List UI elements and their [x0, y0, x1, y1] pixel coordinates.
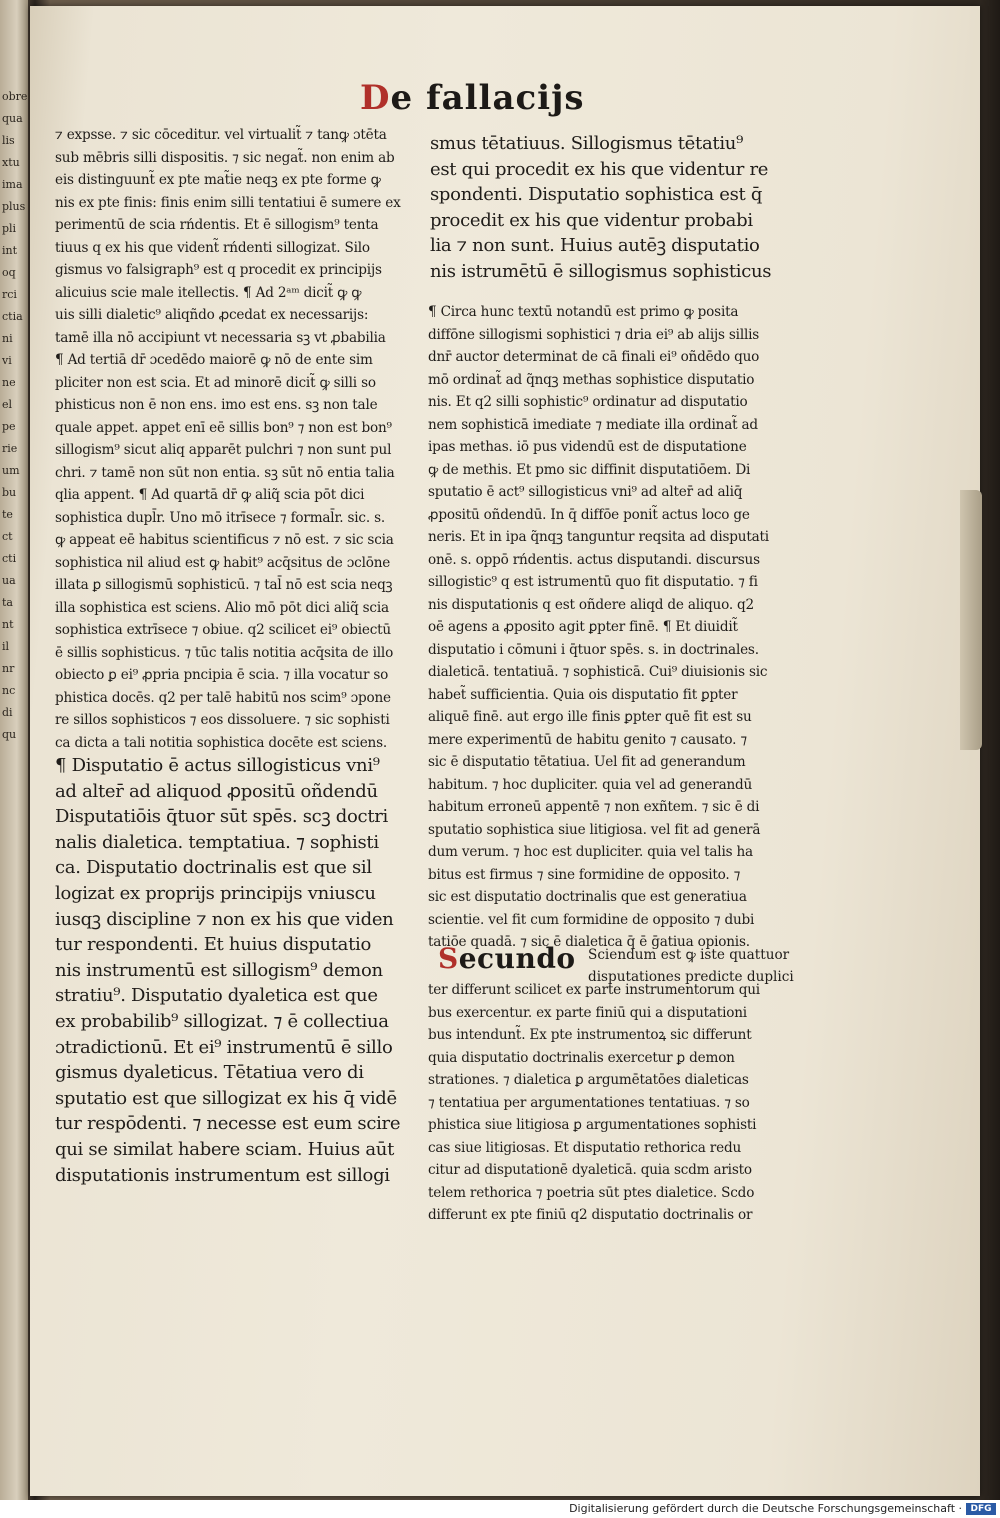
text-line: obiecto ꝑ ei⁹ ꝓpria pncipia ē scia. ⁊ illa vocatur so — [55, 667, 389, 683]
facing-page-fragment: um — [2, 464, 20, 477]
text-line: nis istrumētū ē sillogismus sophisticus — [430, 260, 772, 282]
running-head-initial: D — [360, 78, 391, 118]
text-line: ca dicta a tali notitia sophistica docēte est sciens. — [55, 734, 387, 751]
left-textus-column — [55, 753, 440, 1188]
text-line: perimentū de scia rńdentis. Et ē sillogism⁹ tenta — [55, 217, 379, 233]
page-clip-edge — [960, 490, 982, 750]
facing-page-fragment: ne — [2, 376, 16, 389]
text-line: disputatio i cōmuni i q̄tuor spēs. s. in doctrinales. — [428, 641, 759, 658]
secundo-line: disputationes predicte duplici — [588, 969, 794, 985]
facing-page-fragment: qu — [2, 728, 17, 741]
text-line: smus tētatiuus. Sillogismus tētatiu⁹ — [430, 133, 743, 154]
text-line: sputatio sophistica siue litigiosa. vel fit ad generā — [428, 821, 761, 838]
text-line: bus exercentur. ex parte finiū qui a disputationi — [428, 1004, 747, 1021]
right-textus-column — [430, 131, 850, 285]
text-line: disputationis instrumentum est sillogi — [55, 1164, 390, 1186]
text-line: mō ordinat̃ ad q̃nqꝫ methas sophistice disputatio — [428, 371, 755, 388]
text-line: telem rethorica ⁊ poetria sūt ptes dialetice. Scdo — [428, 1184, 755, 1201]
facing-page-fragment: xtu — [2, 156, 20, 169]
text-line: cas siue litigiosas. Et disputatio rethorica redu — [428, 1139, 741, 1156]
dfg-logo-icon: DFG — [966, 1503, 996, 1515]
text-line: sophistica extrīsece ⁊ obiue. q2 scilicet ei⁹ obiectū — [55, 622, 391, 638]
text-line: sillogism⁹ sicut aliq apparēt pulchri ⁊ non sunt pul — [55, 442, 392, 458]
facing-page-fragment: ctia — [2, 310, 23, 323]
text-line: mere experimentū de habitu genito ⁊ causato. ⁊ — [428, 731, 747, 748]
facing-page-fragment: rci — [2, 288, 17, 301]
text-line: ꝙ de methis. Et pmo sic diffinit disputatiōem. Di — [428, 461, 751, 478]
facing-page-fragment: pe — [2, 420, 16, 433]
secundo-section-start — [428, 924, 858, 984]
text-line: ⁊ tentatiua per argumentationes tentatiuas. ⁊ so — [428, 1094, 750, 1111]
facing-page-fragment: vi — [2, 354, 12, 367]
text-line: phisticus non ē non ens. imo est ens. sꝫ non tale — [55, 397, 378, 413]
text-line: differunt ex pte finiū q2 disputatio doctrinalis or — [428, 1207, 753, 1223]
facing-page-fragment: plus — [2, 200, 26, 213]
text-line: sophistica dupl̄r. Uno mō itrīsece ⁊ formal̄r. sic. s. — [55, 509, 385, 526]
text-line: stratiu⁹. Disputatio dyaletica est que — [55, 985, 378, 1007]
facing-page-fragment: nr — [2, 662, 15, 675]
facing-page-fragment: ta — [2, 596, 13, 609]
text-line: re sillos sophisticos ⁊ eos dissoluere. ⁊ sic sophisti — [55, 712, 390, 728]
text-line: ꝙ appeat eē habitus scientificus ⁊ nō est. ⁊ sic scia — [55, 532, 394, 548]
text-line: sic est disputatio doctrinalis que est generatiua — [428, 889, 747, 905]
text-line: dialeticā. tentatiuā. ⁊ sophisticā. Cui⁹ diuisionis sic — [428, 664, 768, 680]
facing-page-fragment: cti — [2, 552, 17, 565]
text-line: lia ⁊ non sunt. Huius autēꝫ disputatio — [430, 235, 760, 257]
facing-page-fragment: bu — [2, 486, 17, 499]
text-line: phistica docēs. q2 per talē habitū nos scim⁹ ɔpone — [55, 689, 391, 706]
secundo-line: Sciendum est ꝙ iste quattuor — [588, 947, 790, 963]
facing-page-fragment: lis — [2, 134, 15, 147]
text-line: neris. Et in ipa q̃nqꝫ tanguntur reqsita ad disputati — [428, 529, 769, 545]
text-line: iusqꝫ discipline ⁊ non ex his que viden — [55, 908, 394, 930]
text-line: habet̃ sufficientia. Quia ois disputatio fit ꝑpter — [428, 686, 738, 703]
text-line: qlia appent. ¶ Ad quartā dr̄ ꝙ aliq̃ scia pōt dici — [55, 487, 365, 503]
text-line: ē sillis sophisticus. ⁊ tūc talis notitia acq̄sita de illo — [55, 644, 394, 661]
facing-page-fragment: di — [2, 706, 13, 719]
text-line: aliquē finē. aut ergo ille finis ꝑpter quē fit est su — [428, 709, 752, 725]
facing-page-fragment: qua — [2, 112, 23, 125]
text-line: qui se similat habere sciam. Huius aūt — [55, 1138, 395, 1160]
text-line: uis silli dialetic⁹ aliqñdo ꝓcedat ex necessarijs: — [55, 307, 369, 323]
text-line: gismus dyaleticus. Tētatiua vero di — [55, 1062, 364, 1084]
facing-page-edge — [0, 0, 28, 1500]
text-line: ꝓpositū oñdendū. In q̄ diffōe ponit̃ actus loco ge — [428, 506, 750, 523]
running-head — [360, 78, 585, 118]
text-line: chri. ⁊ tamē non sūt non entia. sꝫ sūt nō entia talia — [55, 464, 395, 481]
text-line: eis distinguunt̃ ex pte mat̃ie neqꝫ ex pte forme ꝙ — [55, 172, 381, 188]
text-line: Disputatiōis q̄tuor sūt spēs. scꝫ doctri — [55, 806, 389, 828]
text-line: tur respondenti. Et huius disputatio — [55, 934, 372, 956]
text-line: onē. s. oppō rńdentis. actus disputandi. discursus — [428, 551, 760, 568]
facing-page-fragment: ua — [2, 574, 16, 587]
text-line: diffōne sillogismi sophistici ⁊ dria ei⁹ ab alijs sillis — [428, 326, 760, 343]
text-line: bitus est firmus ⁊ sine formidine de opposito. ⁊ — [428, 866, 741, 883]
facing-page-fragment: il — [2, 640, 10, 653]
text-line: sillogistic⁹ q est istrumentū quo fit disputatio. ⁊ fi — [428, 574, 758, 590]
text-line: dum verum. ⁊ hoc est dupliciter. quia vel talis ha — [428, 844, 753, 860]
facing-page-fragment: rie — [2, 442, 18, 455]
secundo-heading — [438, 942, 576, 975]
text-line: ɔtradictionū. Et ei⁹ instrumentū ē sillo — [55, 1036, 393, 1058]
facing-page-fragment: ima — [2, 178, 23, 191]
text-line: scientie. vel fit cum formidine de opposito ⁊ dubi — [428, 911, 755, 928]
text-line: tur respōdenti. ⁊ necesse est eum scire — [55, 1113, 401, 1135]
text-line: sputatio est que sillogizat ex his q̄ vidē — [55, 1087, 397, 1109]
facing-page-fragment: te — [2, 508, 13, 521]
text-line: tiuus q ex his que vident̃ rńdenti sillogizat. Silo — [55, 239, 370, 256]
text-line: bus intendunt̃. Ex pte instrumentoꝝ sic differunt — [428, 1027, 752, 1043]
book-page — [30, 6, 980, 1496]
text-line: ¶ Circa hunc textū notandū est primo ꝙ posita — [428, 304, 739, 320]
footer-bar — [0, 1500, 1000, 1518]
text-line: illata ꝑ sillogismū sophisticū. ⁊ tal̄ nō est scia neqꝫ — [55, 577, 393, 593]
text-line: dnr̄ auctor determinat de cā finali ei⁹ oñdēdo quo — [428, 349, 760, 365]
text-line: sputatio ē act⁹ sillogisticus vni⁹ ad alter̄ ad aliq̄ — [428, 484, 743, 500]
facing-page-fragment: pli — [2, 222, 17, 235]
text-line: tatiōe quadā. ⁊ sic ē dialetica q̄ ē ḡatiua opionis. — [428, 934, 750, 950]
text-line: ca. Disputatio doctrinalis est que sil — [55, 857, 372, 879]
right-commentary-column — [428, 301, 848, 954]
facing-page-fragment: int — [2, 244, 18, 257]
text-line: strationes. ⁊ dialetica ꝑ argumētatōes dialeticas — [428, 1072, 749, 1088]
text-line: oē agens a ꝓposito agit ꝑpter finē. ¶ Et diuidit̃ — [428, 619, 738, 635]
facing-page-fragment: ni — [2, 332, 13, 345]
text-line: procedit ex his que videntur probabi — [430, 209, 753, 231]
text-line: nis ex pte finis: finis enim silli tentatiui ē sumere ex — [55, 194, 401, 211]
text-line: gismus vo falsigraph⁹ est q procedit ex principijs — [55, 262, 382, 278]
text-line: tamē illa nō accipiunt vt necessaria sꝫ vt ꝓbabilia — [55, 329, 386, 346]
text-line: nis disputationis q est oñdere aliqd de aliquo. q2 — [428, 596, 755, 613]
text-line: spondenti. Disputatio sophistica est q̄ — [430, 184, 763, 206]
text-line: ter differunt scilicet ex parte instrumentorum qui — [428, 982, 760, 998]
text-line: ad alter̄ ad aliquod ꝓpositū oñdendū — [55, 780, 378, 802]
facing-page-fragment: nc — [2, 684, 16, 697]
text-line: nem sophisticā imediate ⁊ mediate illa ordinat̃ ad — [428, 416, 758, 433]
text-line: habitum. ⁊ hoc dupliciter. quia vel ad generandū — [428, 776, 753, 793]
text-line: quia disputatio doctrinalis exercetur ꝑ demon — [428, 1049, 735, 1066]
text-line: illa sophistica est sciens. Alio mō pōt dici aliq̃ scia — [55, 599, 389, 616]
text-line: ex probabilib⁹ sillogizat. ⁊ ē collectiua — [55, 1010, 389, 1032]
text-line: ¶ Disputatio ē actus sillogisticus vni⁹ — [55, 755, 380, 776]
right-bottom-commentary — [428, 979, 848, 1227]
text-line: ¶ Ad tertiā dr̄ ɔcedēdo maiorē ꝙ nō de ente sim — [55, 352, 373, 368]
facing-page-fragment: obre — [2, 90, 28, 103]
text-line: ipas methas. iō pus videndū est de disputatione — [428, 439, 747, 455]
text-line: est qui procedit ex his que videntur re — [430, 158, 769, 180]
text-line: nalis dialetica. temptatiua. ⁊ sophisti — [55, 831, 379, 853]
text-line: sophistica nil aliud est ꝙ habit⁹ acq̄situs de ɔclōne — [55, 554, 391, 571]
left-commentary-column — [55, 124, 440, 754]
text-line: phistica siue litigiosa ꝑ argumentationes sophisti — [428, 1117, 757, 1133]
text-line: nis instrumentū est sillogism⁹ demon — [55, 959, 383, 981]
running-head-text: e fallacijs — [390, 78, 585, 118]
text-line: sub mēbris silli dispositis. ⁊ sic negat̃. non enim ab — [55, 149, 395, 166]
text-line: alicuius scie male itellectis. ¶ Ad 2ᵃᵐ dicit̃ ꝙ ꝙ — [55, 284, 362, 301]
text-line: ⁊ expsse. ⁊ sic cōceditur. vel virtualit̃ ⁊ tanꝙ ɔtēta — [55, 127, 387, 143]
text-line: nis. Et q2 silli sophistic⁹ ordinatur ad disputatio — [428, 394, 748, 410]
secundo-initial: S — [438, 942, 459, 975]
text-line: sic ē disputatio tētatiua. Uel fit ad generandum — [428, 754, 746, 770]
facing-page-fragment: oq — [2, 266, 16, 279]
secundo-heading-text: ecundo — [458, 942, 576, 975]
facing-page-fragment: ct — [2, 530, 13, 543]
text-line: pliciter non est scia. Et ad minorē dicit̃ ꝙ silli so — [55, 374, 376, 391]
facing-page-fragment: nt — [2, 618, 14, 631]
funding-notice: Digitalisierung gefördert durch die Deutsche Forschungsgemeinschaft · — [569, 1502, 962, 1515]
text-line: logizat ex proprijs principijs vniuscu — [55, 882, 376, 904]
facing-page-fragment: el — [2, 398, 13, 411]
text-line: quale appet. appet enī eē sillis bon⁹ ⁊ non est bon⁹ — [55, 419, 392, 436]
text-line: habitum erroneū appentē ⁊ non exñtem. ⁊ sic ē di — [428, 799, 760, 815]
text-line: citur ad disputationē dyaleticā. quia scdm aristo — [428, 1162, 752, 1178]
